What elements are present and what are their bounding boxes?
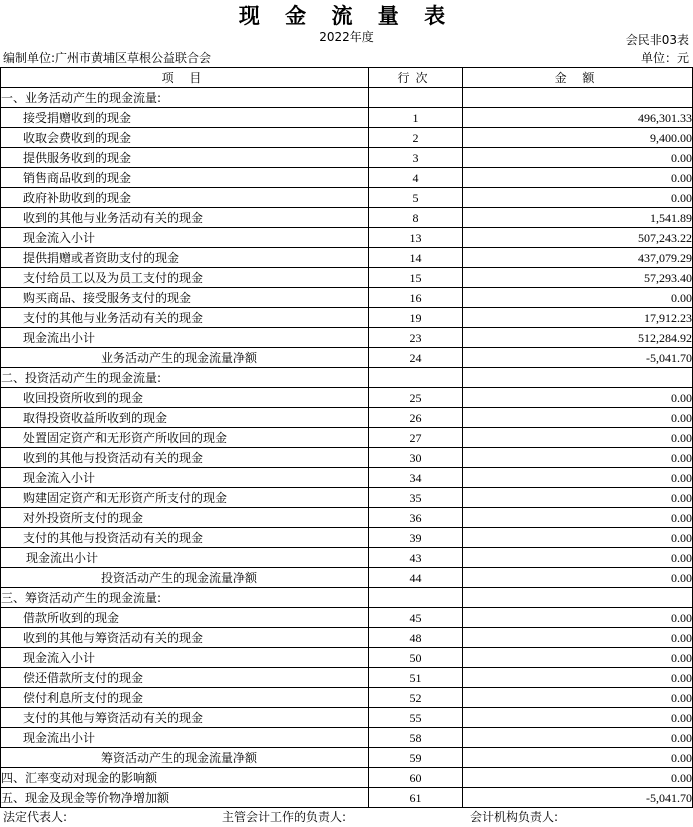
table-row (1, 508, 693, 528)
table-row (1, 268, 693, 288)
row-item-label: 一、业务活动产生的现金流量: (1, 88, 369, 108)
row-item-label: 销售商品收到的现金 (1, 168, 369, 188)
row-amount: 0.00 (463, 668, 693, 688)
table-row (1, 308, 693, 328)
row-amount: 0.00 (463, 748, 693, 768)
row-amount: 0.00 (463, 468, 693, 488)
row-item-label: 对外投资所支付的现金 (1, 508, 369, 528)
row-item-label: 支付的其他与投资活动有关的现金 (1, 528, 369, 548)
table-row (1, 608, 693, 628)
row-item-label: 收到的其他与投资活动有关的现金 (1, 448, 369, 468)
row-amount: 0.00 (463, 528, 693, 548)
legal-representative-label: 法定代表人: (3, 810, 68, 824)
table-row (1, 88, 693, 108)
row-line-number (369, 588, 463, 608)
row-amount: 512,284.92 (463, 328, 693, 348)
row-amount: 0.00 (463, 728, 693, 748)
table-row (1, 428, 693, 448)
table-row (1, 128, 693, 148)
row-item-label: 偿付利息所支付的现金 (1, 688, 369, 708)
row-item-label: 四、汇率变动对现金的影响额 (1, 768, 369, 788)
row-line-number: 16 (369, 288, 463, 308)
row-item-label: 二、投资活动产生的现金流量: (1, 368, 369, 388)
row-line-number: 8 (369, 208, 463, 228)
row-line-number (369, 88, 463, 108)
row-item-label: 支付给员工以及为员工支付的现金 (1, 268, 369, 288)
report-year: 2022年度 (319, 30, 374, 44)
column-header-line: 行次 (369, 68, 463, 88)
row-amount: 507,243.22 (463, 228, 693, 248)
row-line-number: 3 (369, 148, 463, 168)
row-amount: 0.00 (463, 628, 693, 648)
row-line-number: 1 (369, 108, 463, 128)
signature-footer (0, 810, 693, 827)
row-line-number: 44 (369, 568, 463, 588)
table-row (1, 488, 693, 508)
row-line-number: 39 (369, 528, 463, 548)
row-line-number: 58 (369, 728, 463, 748)
table-row (1, 328, 693, 348)
row-line-number: 25 (369, 388, 463, 408)
row-amount: 9,400.00 (463, 128, 693, 148)
row-item-label: 投资活动产生的现金流量净额 (1, 568, 369, 588)
row-line-number: 15 (369, 268, 463, 288)
table-header-row (1, 68, 693, 88)
row-item-label: 业务活动产生的现金流量净额 (1, 348, 369, 368)
row-item-label: 接受捐赠收到的现金 (1, 108, 369, 128)
table-row (1, 788, 693, 808)
row-amount: 0.00 (463, 508, 693, 528)
row-amount: 17,912.23 (463, 308, 693, 328)
row-line-number: 30 (369, 448, 463, 468)
row-item-label: 收到的其他与筹资活动有关的现金 (1, 628, 369, 648)
row-line-number: 4 (369, 168, 463, 188)
row-item-label: 现金流出小计 (1, 328, 369, 348)
row-item-label: 取得投资收益所收到的现金 (1, 408, 369, 428)
reporting-unit: 编制单位:广州市黄埔区草根公益联合会 (3, 51, 212, 65)
row-amount: 0.00 (463, 608, 693, 628)
table-row (1, 648, 693, 668)
accounting-head-label: 主管会计工作的负责人: (222, 810, 347, 824)
column-header-item: 项 目 (1, 68, 369, 88)
table-row (1, 708, 693, 728)
row-line-number: 52 (369, 688, 463, 708)
row-line-number: 45 (369, 608, 463, 628)
row-line-number: 36 (369, 508, 463, 528)
row-item-label: 借款所收到的现金 (1, 608, 369, 628)
row-line-number: 55 (369, 708, 463, 728)
row-line-number: 50 (369, 648, 463, 668)
row-line-number: 51 (369, 668, 463, 688)
row-amount: 437,079.29 (463, 248, 693, 268)
table-row (1, 408, 693, 428)
row-line-number: 34 (369, 468, 463, 488)
row-item-label: 购买商品、接受服务支付的现金 (1, 288, 369, 308)
row-item-label: 收取会费收到的现金 (1, 128, 369, 148)
table-row (1, 148, 693, 168)
row-item-label: 收回投资所收到的现金 (1, 388, 369, 408)
row-line-number: 23 (369, 328, 463, 348)
row-amount: 57,293.40 (463, 268, 693, 288)
row-item-label: 三、筹资活动产生的现金流量: (1, 588, 369, 608)
table-row (1, 188, 693, 208)
currency-unit: 单位：元 (640, 51, 689, 65)
row-line-number: 5 (369, 188, 463, 208)
row-amount: 496,301.33 (463, 108, 693, 128)
row-amount: 0.00 (463, 448, 693, 468)
row-amount: -5,041.70 (463, 348, 693, 368)
row-line-number: 26 (369, 408, 463, 428)
row-amount: 0.00 (463, 388, 693, 408)
row-item-label: 现金流入小计 (1, 228, 369, 248)
table-row (1, 728, 693, 748)
row-line-number: 24 (369, 348, 463, 368)
table-row (1, 108, 693, 128)
table-row (1, 588, 693, 608)
table-row (1, 248, 693, 268)
row-amount: 0.00 (463, 288, 693, 308)
row-amount: 0.00 (463, 168, 693, 188)
row-amount: 0.00 (463, 148, 693, 168)
form-code: 会民非03表 (625, 33, 689, 47)
row-amount (463, 88, 693, 108)
table-row (1, 528, 693, 548)
row-line-number: 19 (369, 308, 463, 328)
row-item-label: 现金流入小计 (1, 648, 369, 668)
table-row (1, 228, 693, 248)
table-row (1, 688, 693, 708)
row-item-label: 支付的其他与业务活动有关的现金 (1, 308, 369, 328)
table-row (1, 568, 693, 588)
row-line-number: 43 (369, 548, 463, 568)
table-row (1, 208, 693, 228)
row-item-label: 购建固定资产和无形资产所支付的现金 (1, 488, 369, 508)
table-row (1, 748, 693, 768)
row-amount: 1,541.89 (463, 208, 693, 228)
table-row (1, 288, 693, 308)
table-row (1, 168, 693, 188)
row-line-number: 61 (369, 788, 463, 808)
row-item-label: 收到的其他与业务活动有关的现金 (1, 208, 369, 228)
row-line-number: 2 (369, 128, 463, 148)
row-item-label: 五、现金及现金等价物净增加额 (1, 788, 369, 808)
row-line-number: 14 (369, 248, 463, 268)
row-line-number: 60 (369, 768, 463, 788)
row-item-label: 筹资活动产生的现金流量净额 (1, 748, 369, 768)
row-amount: 0.00 (463, 708, 693, 728)
table-row (1, 388, 693, 408)
row-item-label: 提供捐赠或者资助支付的现金 (1, 248, 369, 268)
table-row (1, 668, 693, 688)
row-amount: 0.00 (463, 188, 693, 208)
row-item-label: 现金流出小计 (1, 548, 369, 568)
cash-flow-table (0, 67, 693, 808)
row-amount: 0.00 (463, 568, 693, 588)
row-item-label: 政府补助收到的现金 (1, 188, 369, 208)
row-line-number: 27 (369, 428, 463, 448)
row-item-label: 处置固定资产和无形资产所收回的现金 (1, 428, 369, 448)
row-item-label: 现金流出小计 (1, 728, 369, 748)
row-amount: 0.00 (463, 648, 693, 668)
row-amount: 0.00 (463, 408, 693, 428)
row-amount: 0.00 (463, 548, 693, 568)
row-amount (463, 588, 693, 608)
row-amount: 0.00 (463, 768, 693, 788)
row-item-label: 提供服务收到的现金 (1, 148, 369, 168)
table-row (1, 348, 693, 368)
row-line-number: 48 (369, 628, 463, 648)
column-header-amount: 金 额 (463, 68, 693, 88)
row-item-label: 支付的其他与筹资活动有关的现金 (1, 708, 369, 728)
report-title: 现 金 流 量 表 (238, 3, 455, 28)
table-row (1, 548, 693, 568)
row-line-number (369, 368, 463, 388)
table-row (1, 628, 693, 648)
row-amount: 0.00 (463, 488, 693, 508)
table-row (1, 368, 693, 388)
table-row (1, 768, 693, 788)
row-amount (463, 368, 693, 388)
table-row (1, 448, 693, 468)
row-item-label: 偿还借款所支付的现金 (1, 668, 369, 688)
row-item-label: 现金流入小计 (1, 468, 369, 488)
row-line-number: 59 (369, 748, 463, 768)
table-row (1, 468, 693, 488)
row-amount: 0.00 (463, 688, 693, 708)
row-amount: -5,041.70 (463, 788, 693, 808)
row-line-number: 35 (369, 488, 463, 508)
row-line-number: 13 (369, 228, 463, 248)
accounting-org-head-label: 会计机构负责人: (470, 810, 559, 824)
row-amount: 0.00 (463, 428, 693, 448)
